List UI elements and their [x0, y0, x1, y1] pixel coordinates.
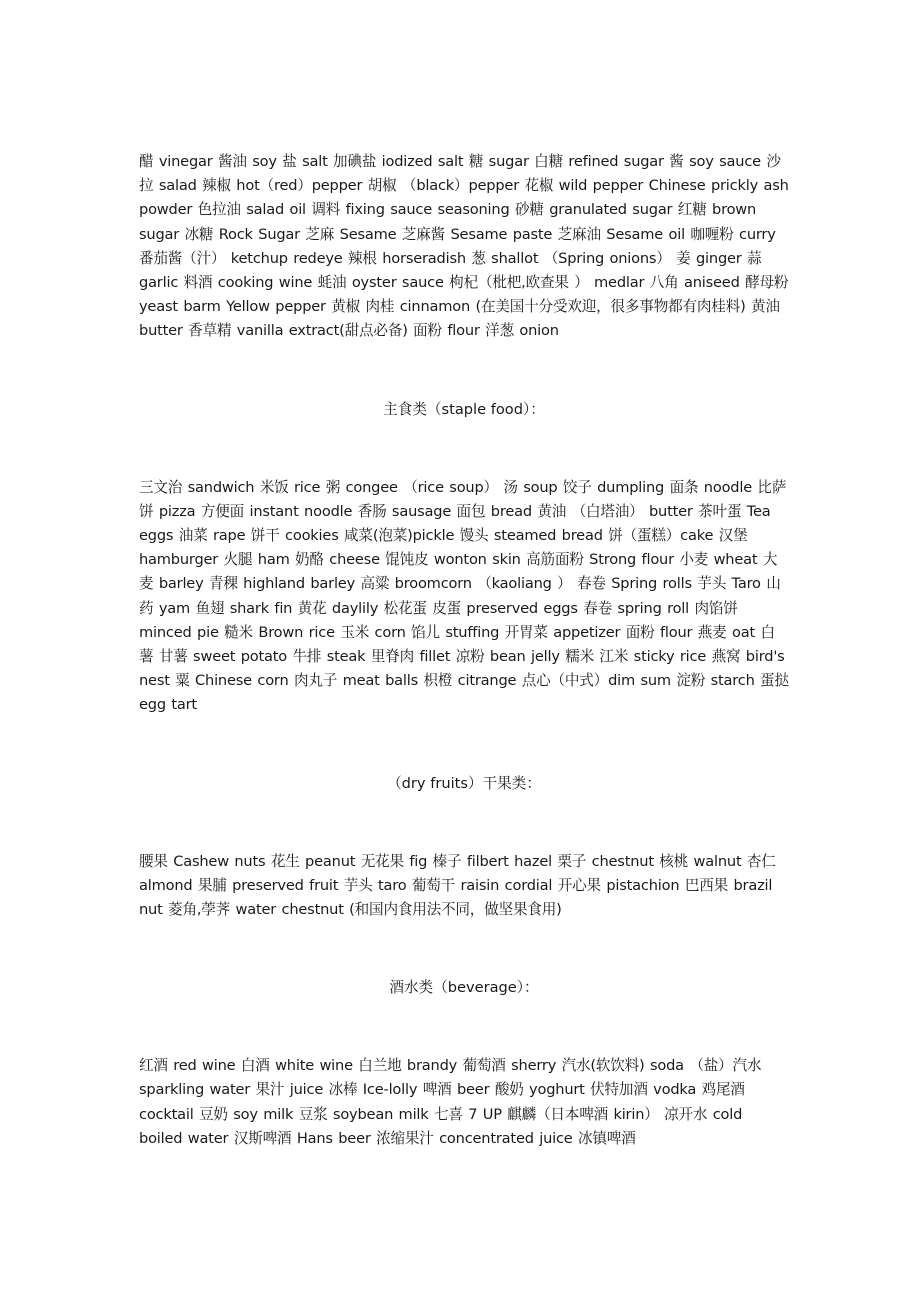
staple-food-paragraph: 三文治 sandwich 米饭 rice 粥 congee （rice soup） 汤 soup 饺子 dumpling 面条 noodle 比萨饼 pizza 方便面 instant noodle 香肠 sausage 面包 bread 黄油 （白塔油） butter 茶叶蛋 Tea eggs 油菜 rape 饼干 cookies 咸菜(泡菜)pickle 馒头 steamed bread 饼（蛋糕）cake 汉堡 hamburger 火腿 ham 奶酪 cheese 馄饨皮 wonton skin 高筋面粉 Strong flour 小麦 wheat 大麦 barley 青稞 highland barley 高粱 broomcorn （kaoliang ） 春卷 Spring rolls 芋头 Taro 山药 yam 鱼翅 shark fin 黄花 daylily 松花蛋 皮蛋 preserved eggs 春卷 spring roll 肉馅饼 minced pie 糙米 Brown rice 玉米 corn 馅儿 stuffing 开胃菜 appetizer 面粉 flour 燕麦 oat 白薯 甘薯 sweet potato 牛排 steak 里脊肉 fillet 凉粉 bean jelly 糯米 江米 sticky rice 燕窝 bird's nest 粟 Chinese corn 肉丸子 meat balls 枳橙 citrange 点心（中式）dim sum 淀粉 starch 蛋挞 egg tart: [139, 478, 789, 714]
seasonings-paragraph: 醋 vinegar 酱油 soy 盐 salt 加碘盐 iodized salt 糖 sugar 白糖 refined sugar 酱 soy sauce 沙拉 salad 辣椒 hot（red）pepper 胡椒 （black）pepper 花椒 wild pepper Chinese prickly ash powder 色拉油 salad oil 调料 fixing sauce seasoning 砂糖 granulated sugar 红糖 brown sugar 冰糖 Rock Sugar 芝麻 Sesame 芝麻酱 Sesame paste 芝麻油 Sesame oil 咖喱粉 curry 番茄酱（汁） ketchup redeye 辣根 horseradish 葱 shallot （Spring onions） 姜 ginger 蒜 garlic 料酒 cooking wine 蚝油 oyster sauce 枸杞（枇杷,欧查果 ） medlar 八角 aniseed 酵母粉 yeast barm Yellow pepper 黄椒 肉桂 cinnamon (在美国十分受欢迎，很多事物都有肉桂料) 黄油 butter 香草精 vanilla extract(甜点必备) 面粉 flour 洋葱 onion: [139, 153, 789, 340]
beverage-heading: 酒水类（beverage）：: [389, 979, 539, 997]
staple-food-heading: 主食类（staple food）：: [383, 400, 545, 418]
dry-fruits-paragraph: 腰果 Cashew nuts 花生 peanut 无花果 fig 榛子 filbert hazel 栗子 chestnut 核桃 walnut 杏仁 almond 果脯 preserved fruit 芋头 taro 葡萄干 raisin cordial 开心果 pistachion 巴西果 brazil nut 菱角,荸荠 water chestnut (和国内食用法不同，做坚果食用): [139, 852, 776, 919]
beverage-paragraph: 红酒 red wine 白酒 white wine 白兰地 brandy 葡萄酒 sherry 汽水(软饮料) soda （盐）汽水 sparkling water 果汁 juice 冰棒 Ice-lolly 啤酒 beer 酸奶 yoghurt 伏特加酒 vodka 鸡尾酒 cocktail 豆奶 soy milk 豆浆 soybean milk 七喜 7 UP 麒麟（日本啤酒 kirin） 凉开水 cold boiled water 汉斯啤酒 Hans beer 浓缩果汁 concentrated juice 冰镇啤酒: [139, 1057, 762, 1147]
dry-fruits-heading: （dry fruits）干果类：: [387, 774, 541, 792]
document-body: [139, 150, 789, 1151]
